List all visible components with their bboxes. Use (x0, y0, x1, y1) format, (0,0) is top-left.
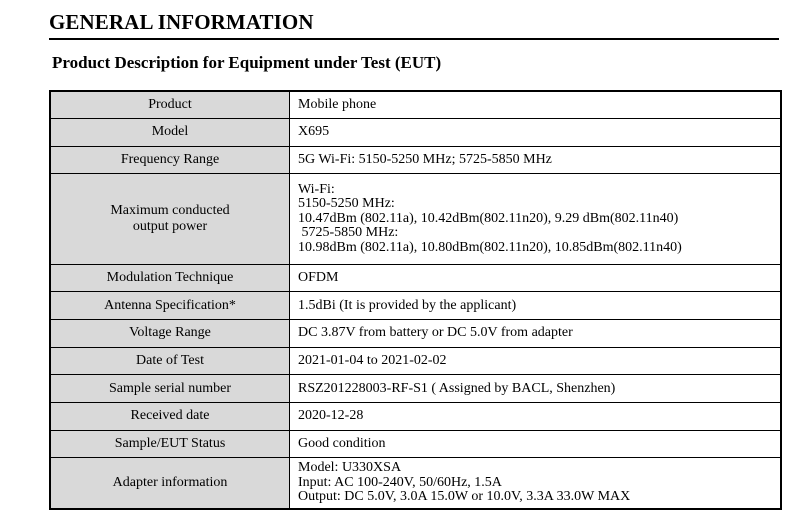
value-line: OFDM (298, 269, 339, 285)
row-label: Modulation Technique (50, 264, 290, 292)
row-label: Model (50, 119, 290, 147)
table-row-voltage-range (50, 319, 781, 347)
eut-description-table (49, 90, 782, 510)
row-label: Antenna Specification* (50, 292, 290, 320)
value-line: 2021-01-04 to 2021-02-02 (298, 352, 447, 368)
row-label: Product (50, 91, 290, 119)
row-label (50, 174, 290, 264)
heading-underline (49, 38, 779, 40)
table-title: Product Description for Equipment under Test (EUT) (52, 53, 442, 72)
value-line: Input: AC 100-240V, 50/60Hz, 1.5A (298, 474, 502, 490)
value-line: 2020-12-28 (298, 408, 364, 424)
table-row-date-of-test (50, 347, 781, 375)
table-row-adapter-info (50, 458, 781, 509)
value-line: Good condition (298, 435, 386, 451)
table-row-received-date (50, 402, 781, 430)
value-line: Wi-Fi: (298, 181, 335, 197)
table-row-max-output-power (50, 174, 781, 264)
row-label: Sample/EUT Status (50, 430, 290, 458)
value-line: Model: U330XSA (298, 460, 402, 476)
row-value (290, 319, 782, 347)
table-row-eut-status (50, 430, 781, 458)
row-value (290, 347, 782, 375)
value-line: Output: DC 5.0V, 3.0A 15.0W or 10.0V, 3.3A 33.0W MAX (298, 489, 631, 505)
value-line: 5G Wi-Fi: 5150-5250 MHz; 5725-5850 MHz (298, 152, 552, 168)
table-row-product (50, 91, 781, 119)
table-row-modulation (50, 264, 781, 292)
label-line: output power (132, 219, 208, 235)
row-value (290, 174, 782, 264)
section-heading: GENERAL INFORMATION (49, 10, 314, 34)
row-value (290, 292, 782, 320)
row-value (290, 119, 782, 147)
value-line: 10.98dBm (802.11a), 10.80dBm(802.11n20), 10.85dBm(802.11n40) (298, 239, 682, 255)
row-label: Voltage Range (50, 319, 290, 347)
row-label: Frequency Range (50, 146, 290, 174)
value-line: Mobile phone (298, 97, 377, 113)
value-line: RSZ201228003-RF-S1 ( Assigned by BACL, Shenzhen) (298, 380, 616, 396)
row-value (290, 375, 782, 403)
label-line: Maximum conducted (110, 203, 230, 219)
row-value (290, 458, 782, 509)
value-line: 10.47dBm (802.11a), 10.42dBm(802.11n20), 9.29 dBm(802.11n40) (298, 210, 679, 226)
value-line: 5725-5850 MHz: (298, 225, 399, 241)
row-label: Sample serial number (50, 375, 290, 403)
value-line: X695 (298, 124, 330, 140)
row-value (290, 146, 782, 174)
row-value (290, 430, 782, 458)
value-line: 1.5dBi (It is provided by the applicant) (298, 297, 517, 313)
row-value (290, 91, 782, 119)
table-row-frequency-range (50, 146, 781, 174)
row-value (290, 402, 782, 430)
row-value (290, 264, 782, 292)
row-label: Received date (50, 402, 290, 430)
row-label: Date of Test (50, 347, 290, 375)
row-label: Adapter information (50, 458, 290, 509)
table-row-antenna (50, 292, 781, 320)
value-line: DC 3.87V from battery or DC 5.0V from adapter (298, 325, 573, 341)
table-row-serial-number (50, 375, 781, 403)
value-line: 5150-5250 MHz: (298, 196, 395, 212)
table-row-model (50, 119, 781, 147)
